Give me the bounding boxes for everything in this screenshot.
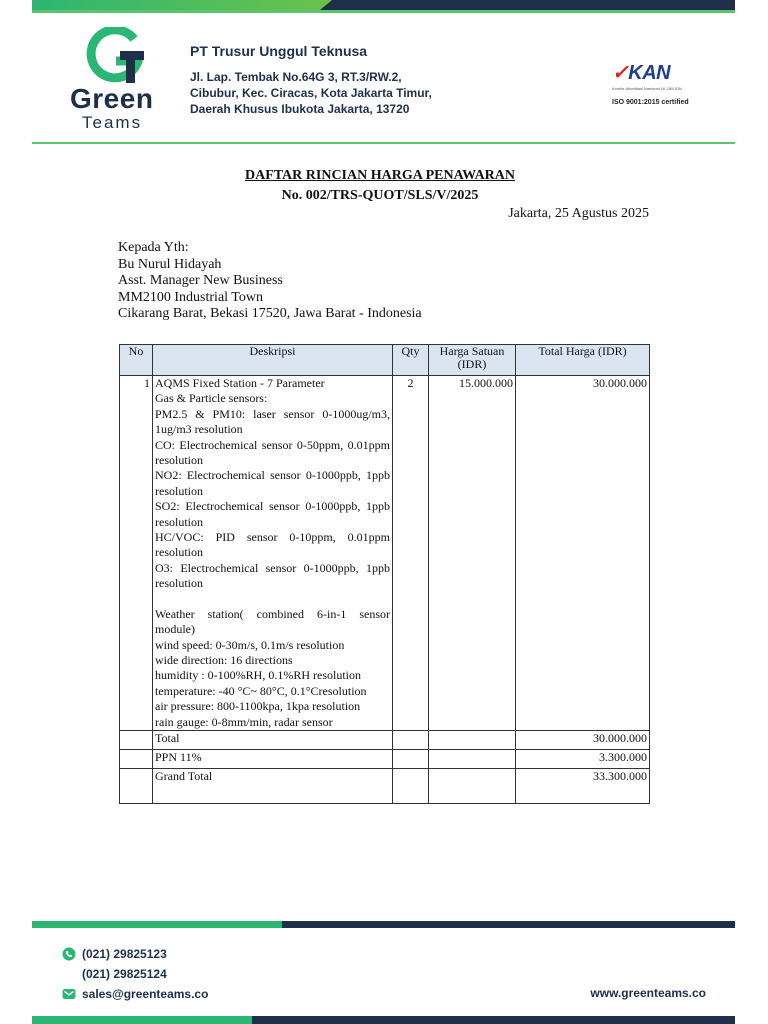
col-qty: Qty (393, 345, 429, 376)
logo-word-green: Green (70, 83, 154, 114)
desc-line: temperature: -40 °C~ 80°C, 0.1°Cresolution (155, 683, 367, 698)
total-label: Total (153, 730, 393, 749)
bottom-stripe (32, 1016, 735, 1024)
document-number: No. 002/TRS-QUOT/SLS/V/2025 (281, 188, 479, 203)
website-link[interactable]: www.greenteams.co (590, 986, 706, 1000)
row-total-price: 30.000.000 (516, 376, 650, 731)
col-desc: Deskripsi (153, 345, 393, 376)
g-logo-icon (86, 27, 144, 85)
recipient-line: MM2100 Industrial Town (118, 289, 263, 305)
ppn-value: 3.300.000 (516, 749, 650, 768)
col-no: No (120, 345, 153, 376)
desc-line: SO2: Electrochemical sensor 0-1000ppb, 1ppb resolution (155, 499, 390, 529)
company-address (190, 69, 432, 117)
table-header-row (120, 345, 650, 376)
phone-row (62, 964, 208, 984)
document-title-block (0, 168, 760, 204)
ppn-label: PPN 11% (153, 749, 393, 768)
col-total-price: Total Harga (IDR) (516, 345, 650, 376)
document-date: Jakarta, 25 Agustus 2025 (508, 206, 649, 221)
email-address[interactable]: sales@greenteams.co (82, 987, 209, 1001)
desc-line: Weather station( combined 6-in-1 sensor module) (155, 606, 390, 637)
desc-line: Gas & Particle sensors: (155, 391, 268, 406)
row-description (153, 376, 393, 731)
whatsapp-icon (62, 947, 76, 961)
address-line: Cibubur, Kec. Ciracas, Kota Jakarta Timur, (190, 86, 432, 100)
phone-1: (021) 29825123 (82, 947, 167, 961)
recipient-line: Kepada Yth: (118, 240, 189, 255)
desc-line: CO: Electrochemical sensor 0-50ppm, 0.01ppm resolution (155, 437, 390, 468)
row-unit-price: 15.000.000 (429, 376, 516, 731)
desc-line: PM2.5 & PM10: laser sensor 0-1000ug/m3, 1ug/m3 resolution (155, 406, 390, 437)
green-teams-logo (70, 27, 165, 132)
kan-check-icon: ✓ (612, 62, 629, 84)
kan-certification (612, 60, 712, 106)
row-qty: 2 (393, 376, 429, 731)
recipient-line: Bu Nurul Hidayah (118, 256, 222, 272)
grand-total-value: 33.300.000 (516, 768, 650, 803)
kan-subtitle: Komite Akreditasi Nasional LK-189-IDN (612, 86, 682, 91)
recipient-block (118, 240, 422, 323)
logo-word-teams: Teams (82, 113, 143, 132)
document-title: DAFTAR RINCIAN HARGA PENAWARAN (244, 168, 516, 183)
col-unit-price: Harga Satuan (IDR) (429, 345, 516, 376)
iso-certified: ISO 9001:2015 certified (612, 99, 689, 106)
desc-line: wind speed: 0-30m/s, 0.1m/s resolution (155, 637, 345, 652)
recipient-line: Asst. Manager New Business (118, 273, 283, 288)
email-row (62, 984, 208, 1004)
company-block (190, 43, 432, 117)
address-line: Daerah Khusus Ibukota Jakarta, 13720 (190, 102, 410, 116)
header-divider (32, 142, 735, 144)
recipient-line: Cikarang Barat, Bekasi 17520, Jawa Barat - Indonesia (118, 306, 422, 321)
row-no: 1 (120, 376, 153, 731)
table-row (120, 376, 650, 731)
top-stripe (32, 0, 735, 10)
desc-line: humidity : 0-100%RH, 0.1%RH resolution (155, 668, 361, 683)
footer-stripe (32, 921, 735, 928)
quotation-table (119, 344, 650, 804)
grand-total-row (120, 768, 650, 803)
company-name: PT Trusur Unggul Teknusa (190, 43, 368, 59)
email-icon (62, 987, 76, 1001)
desc-line: O3: Electrochemical sensor 0-1000ppb, 1ppb resolution (155, 560, 390, 591)
kan-logo: ✓KAN (612, 62, 671, 84)
desc-line: HC/VOC: PID sensor 0-10ppm, 0.01ppm resolution (155, 530, 390, 560)
total-row (120, 730, 650, 749)
desc-line: AQMS Fixed Station - 7 Parameter (155, 376, 325, 390)
desc-spacer (155, 592, 390, 607)
contact-block (62, 944, 208, 1004)
total-value: 30.000.000 (516, 730, 650, 749)
grand-total-label: Grand Total (153, 768, 393, 803)
desc-line: air pressure: 800-1100kpa, 1kpa resolution (155, 699, 361, 714)
desc-line: rain gauge: 0-8mm/min, radar sensor (155, 714, 333, 729)
phone-row (62, 944, 208, 964)
ppn-row (120, 749, 650, 768)
desc-line: wide direction: 16 directions (155, 652, 293, 667)
address-line: Jl. Lap. Tembak No.64G 3, RT.3/RW.2, (190, 70, 402, 84)
desc-line: NO2: Electrochemical sensor 0-1000ppb, 1ppb resolution (155, 468, 390, 498)
phone-2: (021) 29825124 (82, 967, 167, 981)
